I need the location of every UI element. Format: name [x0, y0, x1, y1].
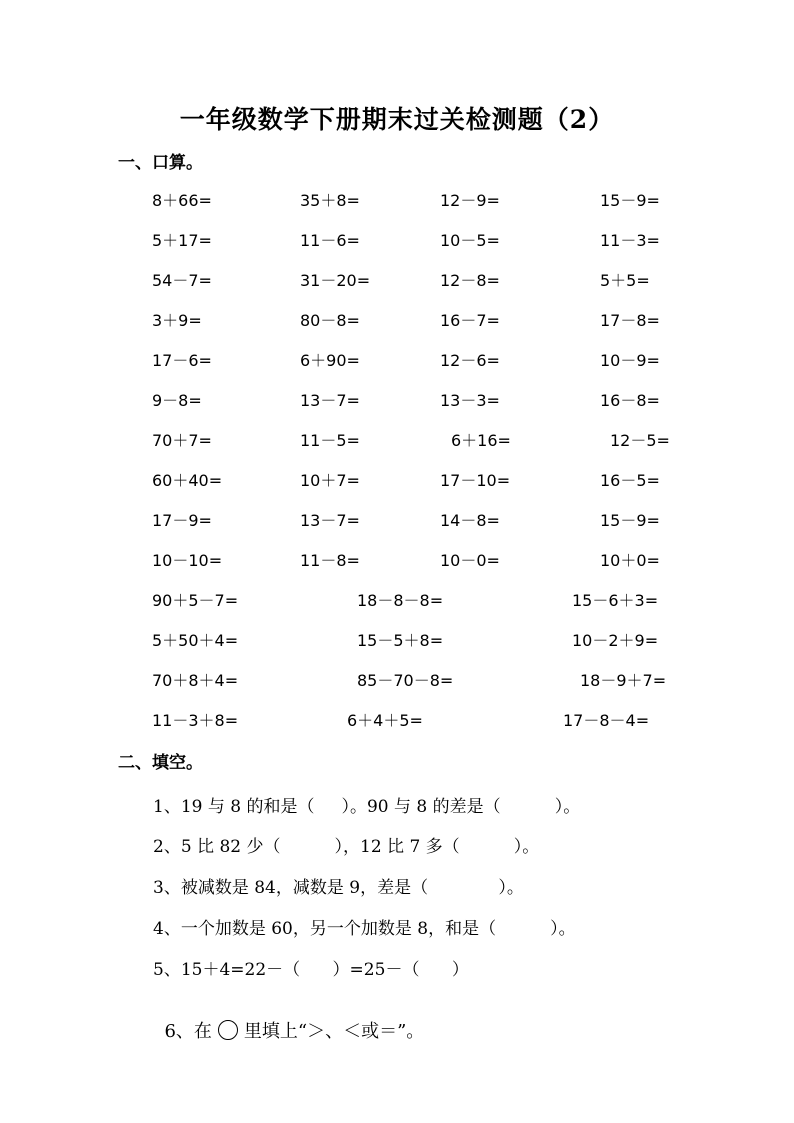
mental-math-problem: 12－6= — [440, 351, 500, 370]
mental-math-row — [0, 668, 794, 694]
mental-math-problem: 10－5= — [440, 231, 500, 250]
page-title: 一年级数学下册期末过关检测题（2） — [179, 105, 615, 134]
mental-math-problem: 13－7= — [300, 511, 360, 530]
mental-math-problem: 60＋40= — [152, 471, 223, 490]
fill-item-1: 1、19 与 8 的和是（ ）。90 与 8 的差是（ ）。 — [153, 797, 581, 817]
mental-math-problem: 31－20= — [300, 271, 371, 290]
fill-item-6-prefix: 6、在 — [164, 1021, 212, 1042]
mental-math-row — [0, 628, 794, 654]
mental-math-row — [0, 188, 794, 214]
mental-math-row — [0, 708, 794, 734]
mental-math-problem: 8＋66= — [152, 191, 212, 210]
mental-math-problem: 3＋9= — [152, 311, 202, 330]
mental-math-problem: 17－9= — [152, 511, 212, 530]
mental-math-problem: 11－6= — [300, 231, 360, 250]
fill-item-6-suffix: 里填上“＞、＜或＝”。 — [243, 1021, 425, 1042]
mental-math-row — [0, 548, 794, 574]
mental-math-problem: 70＋8＋4= — [152, 671, 239, 690]
fill-item-4: 4、一个加数是 60，另一个加数是 8，和是（ ）。 — [153, 919, 576, 939]
mental-math-problem: 6＋90= — [300, 351, 360, 370]
mental-math-problem: 9－8= — [152, 391, 202, 410]
fill-item-2: 2、5 比 82 少（ ），12 比 7 多（ ）。 — [153, 837, 540, 857]
mental-math-problem: 6＋4＋5= — [347, 711, 423, 730]
mental-math-problem: 80－8= — [300, 311, 360, 330]
mental-math-problem: 10－0= — [440, 551, 500, 570]
fill-item-3: 3、被减数是 84，减数是 9，差是（ ）。 — [153, 878, 524, 898]
mental-math-row — [0, 428, 794, 454]
mental-math-problem: 17－10= — [440, 471, 511, 490]
mental-math-problem: 15－9= — [600, 511, 660, 530]
mental-math-problem: 17－8－4= — [563, 711, 650, 730]
mental-math-problem: 85－70－8= — [357, 671, 454, 690]
mental-math-problem: 10＋0= — [600, 551, 660, 570]
mental-math-problem: 11－5= — [300, 431, 360, 450]
mental-math-problem: 18－9＋7= — [580, 671, 667, 690]
mental-math-row — [0, 348, 794, 374]
mental-math-problem: 11－3= — [600, 231, 660, 250]
mental-math-problem: 17－8= — [600, 311, 660, 330]
mental-math-row — [0, 588, 794, 614]
mental-math-problem: 5＋17= — [152, 231, 212, 250]
section-heading-mental-math: 一、口算。 — [118, 153, 203, 173]
mental-math-problem: 13－3= — [440, 391, 500, 410]
mental-math-problem: 90＋5－7= — [152, 591, 239, 610]
mental-math-problem: 16－7= — [440, 311, 500, 330]
mental-math-problem: 10＋7= — [300, 471, 360, 490]
mental-math-problem: 12－5= — [610, 431, 670, 450]
mental-math-problem: 5＋5= — [600, 271, 650, 290]
mental-math-problem: 15－9= — [600, 191, 660, 210]
mental-math-problem: 16－5= — [600, 471, 660, 490]
mental-math-problem: 15－6＋3= — [572, 591, 659, 610]
fill-item-6 — [153, 996, 424, 1043]
mental-math-problem: 10－10= — [152, 551, 223, 570]
mental-math-problem: 15－5＋8= — [357, 631, 444, 650]
mental-math-problem: 13－7= — [300, 391, 360, 410]
mental-math-problem: 5＋50＋4= — [152, 631, 239, 650]
mental-math-problem: 16－8= — [600, 391, 660, 410]
fill-item-5: 5、15＋4=22－（ ）=25－（ ） — [153, 960, 469, 980]
mental-math-row — [0, 508, 794, 534]
mental-math-problem: 70＋7= — [152, 431, 212, 450]
mental-math-problem: 12－8= — [440, 271, 500, 290]
mental-math-problem: 10－2＋9= — [572, 631, 659, 650]
mental-math-problem: 10－9= — [600, 351, 660, 370]
mental-math-problem: 11－3＋8= — [152, 711, 239, 730]
mental-math-problem: 11－8= — [300, 551, 360, 570]
mental-math-row — [0, 228, 794, 254]
mental-math-row — [0, 268, 794, 294]
mental-math-problem: 6＋16= — [451, 431, 511, 450]
mental-math-problem: 35＋8= — [300, 191, 360, 210]
mental-math-row — [0, 468, 794, 494]
mental-math-problem: 17－6= — [152, 351, 212, 370]
mental-math-row — [0, 388, 794, 414]
mental-math-row — [0, 308, 794, 334]
mental-math-problem: 12－9= — [440, 191, 500, 210]
mental-math-problem: 14－8= — [440, 511, 500, 530]
mental-math-problem: 54－7= — [152, 271, 212, 290]
section-heading-fill-blank: 二、填空。 — [118, 753, 203, 773]
mental-math-problem: 18－8－8= — [357, 591, 444, 610]
circle-icon — [218, 1020, 238, 1040]
